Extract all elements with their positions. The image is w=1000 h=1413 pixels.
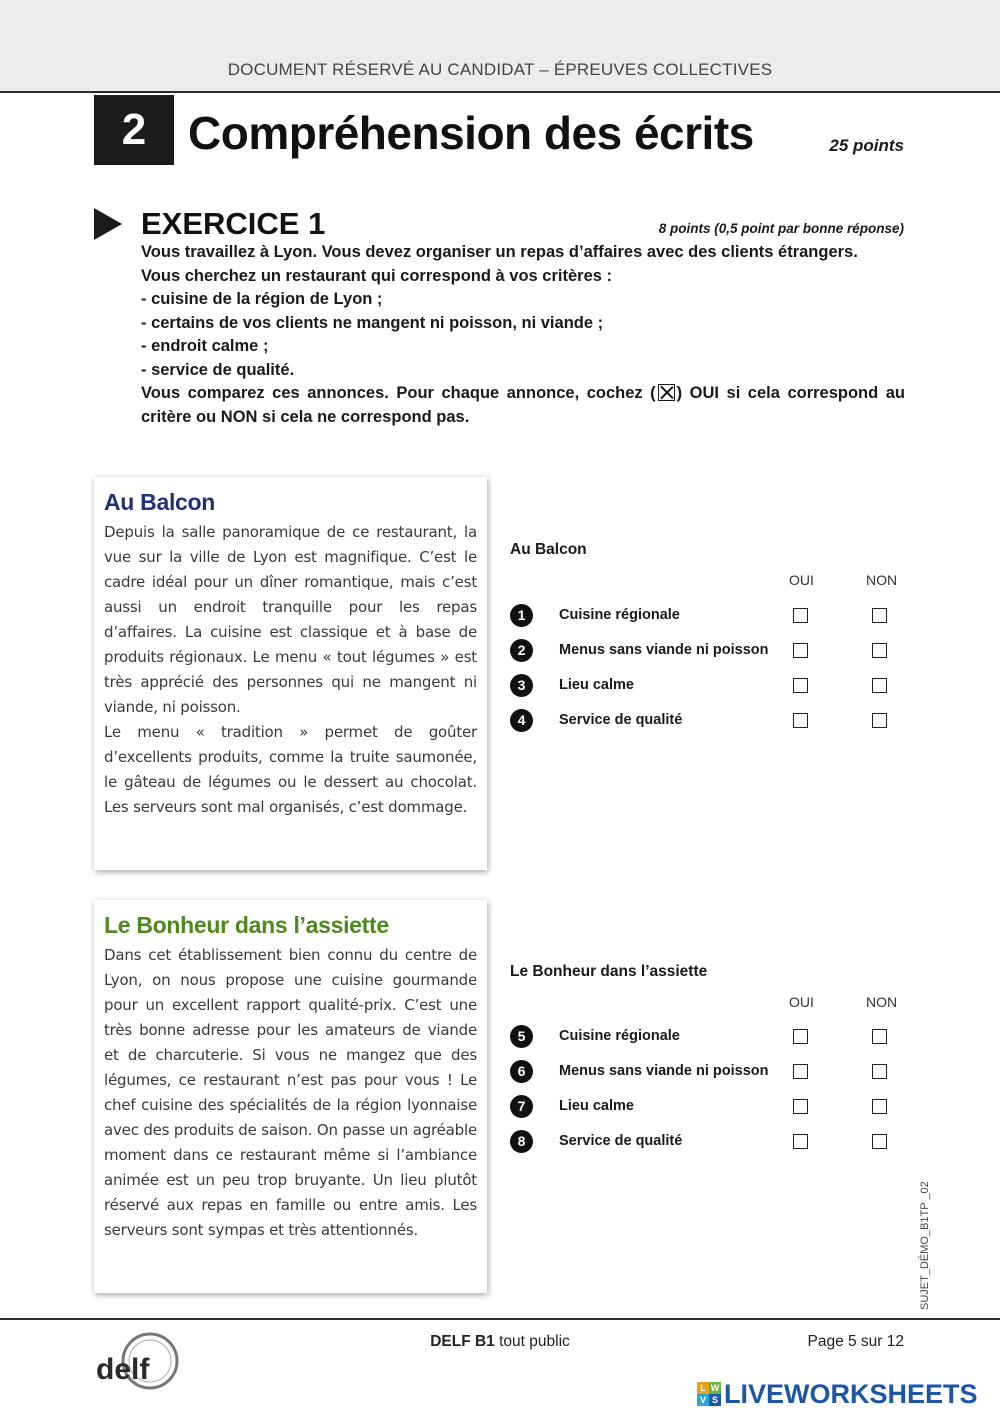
column-header-oui: OUI bbox=[789, 994, 814, 1010]
instruction-line: Vous travaillez à Lyon. Vous devez organiser un repas d’affaires avec des clients étrangers. bbox=[141, 243, 858, 261]
criterion-label: Cuisine régionale bbox=[559, 607, 680, 623]
question-number-badge: 3 bbox=[510, 674, 533, 697]
instruction-final-end: ) OUI si cela correspond au critère ou NON si cela ne correspond pas. bbox=[141, 384, 905, 426]
checkbox-non[interactable] bbox=[872, 643, 887, 658]
answer-grid-au-balcon bbox=[510, 541, 910, 728]
ad-paragraph: Depuis la salle panoramique de ce restaurant, la vue sur la ville de Lyon est magnifique. C’est le cadre idéal pour un dîner romantique, mais c’est aussi un endroit tranquille pour les repas d’affaires. La cuisine est classique et à base de produits régionaux. Le menu « tout légumes » est très apprécié des personnes qui ne mangent ni viande, ni poisson. bbox=[104, 523, 477, 716]
checkbox-oui[interactable] bbox=[793, 1099, 808, 1114]
brand-grid-cell: V bbox=[697, 1394, 709, 1406]
checkbox-non[interactable] bbox=[872, 1029, 887, 1044]
instruction-final bbox=[141, 382, 905, 429]
ad-card-le-bonheur bbox=[94, 900, 487, 1293]
instruction-line: - certains de vos clients ne mangent ni poisson, ni viande ; bbox=[141, 313, 604, 332]
column-header-non: NON bbox=[866, 994, 898, 1010]
criterion-label: Service de qualité bbox=[559, 1133, 683, 1149]
criterion-row bbox=[510, 709, 910, 733]
ad-paragraph: Dans cet établissement bien connu du centre de Lyon, on nous propose une cuisine gourmande pour un excellent rapport qualité-prix. C’est une très bonne adresse pour les amateurs de viande et de charcuterie. Si vous ne mangez que des légumes, ce restaurant n’est pas pour vous ! Le chef cuisine des spécialités de la région lyonnaise avec des produits de saison. On passe un agréable moment dans ce restaurant même si l’ambiance animée est un peu trop bruyante. Un lieu plutôt réservé aux repas en famille ou entre amis. Les serveurs sont sympas et très attentionnés. bbox=[104, 946, 477, 1239]
play-arrow-icon bbox=[94, 208, 122, 240]
section-points: 25 points bbox=[829, 136, 904, 155]
criterion-label: Service de qualité bbox=[559, 712, 683, 728]
exercise-points: 8 points (0,5 point par bonne réponse) bbox=[658, 221, 904, 236]
checkbox-oui[interactable] bbox=[793, 608, 808, 623]
question-number-badge: 1 bbox=[510, 604, 533, 627]
question-number-badge: 7 bbox=[510, 1095, 533, 1118]
exercise-title: EXERCICE 1 bbox=[141, 206, 326, 241]
question-number-badge: 2 bbox=[510, 639, 533, 662]
instruction-final-start: Vous comparez ces annonces. Pour chaque annonce, cochez ( bbox=[141, 384, 656, 402]
criterion-row bbox=[510, 1025, 910, 1049]
footer-divider bbox=[0, 1318, 1000, 1320]
ad-body bbox=[104, 520, 477, 820]
ad-body bbox=[104, 943, 477, 1243]
criterion-row bbox=[510, 1130, 910, 1154]
document-code: SUJET_DÉMO_B1TP _02 bbox=[919, 1181, 931, 1310]
section-title: Compréhension des écrits bbox=[188, 107, 754, 159]
criterion-row bbox=[510, 639, 910, 663]
brand-grid-cell: L bbox=[697, 1382, 709, 1394]
column-header-oui: OUI bbox=[789, 572, 814, 588]
criterion-label: Lieu calme bbox=[559, 1098, 634, 1114]
criterion-label: Menus sans viande ni poisson bbox=[559, 1063, 769, 1079]
criterion-row bbox=[510, 674, 910, 698]
checkbox-oui[interactable] bbox=[793, 1134, 808, 1149]
ad-title: Au Balcon bbox=[104, 489, 216, 515]
checkbox-non[interactable] bbox=[872, 608, 887, 623]
checkbox-non[interactable] bbox=[872, 678, 887, 693]
checkbox-non[interactable] bbox=[872, 1134, 887, 1149]
checkbox-non[interactable] bbox=[872, 713, 887, 728]
brand-grid-cell: W bbox=[710, 1383, 720, 1393]
liveworksheets-icon bbox=[697, 1382, 721, 1406]
exercise-instructions bbox=[141, 241, 905, 429]
instruction-line: - endroit calme ; bbox=[141, 337, 269, 355]
brand-grid-cell: S bbox=[709, 1394, 721, 1406]
answer-grid-title: Le Bonheur dans l’assiette bbox=[510, 963, 708, 980]
answer-grid-title: Au Balcon bbox=[510, 541, 587, 558]
checkbox-oui[interactable] bbox=[793, 1029, 808, 1044]
question-number-badge: 4 bbox=[510, 709, 533, 732]
criterion-label: Menus sans viande ni poisson bbox=[559, 642, 769, 658]
checkbox-oui[interactable] bbox=[793, 713, 808, 728]
exam-level: DELF B1 bbox=[430, 1333, 495, 1350]
answer-grid-le-bonheur bbox=[510, 963, 910, 1149]
checkbox-non[interactable] bbox=[872, 1064, 887, 1079]
liveworksheets-brand[interactable] bbox=[697, 1378, 978, 1410]
checkbox-oui[interactable] bbox=[793, 678, 808, 693]
checkbox-oui[interactable] bbox=[793, 643, 808, 658]
document-header: DOCUMENT RÉSERVÉ AU CANDIDAT – ÉPREUVES COLLECTIVES bbox=[227, 60, 773, 79]
criterion-row bbox=[510, 1060, 910, 1084]
instruction-line: Vous cherchez un restaurant qui correspond à vos critères : bbox=[141, 266, 612, 285]
exam-audience: tout public bbox=[494, 1333, 570, 1350]
checkbox-non[interactable] bbox=[872, 1099, 887, 1114]
logo-text: delf bbox=[96, 1353, 150, 1386]
column-header-non: NON bbox=[866, 572, 898, 588]
checked-box-icon bbox=[658, 384, 675, 401]
question-number-badge: 5 bbox=[510, 1025, 533, 1048]
ad-title: Le Bonheur dans l’assiette bbox=[104, 912, 389, 938]
criterion-label: Cuisine régionale bbox=[559, 1028, 680, 1044]
criterion-label: Lieu calme bbox=[559, 677, 634, 693]
liveworksheets-wordmark: LIVEWORKSHEETS bbox=[724, 1378, 978, 1409]
question-number-badge: 8 bbox=[510, 1130, 533, 1153]
ad-card-au-balcon bbox=[94, 477, 487, 870]
criterion-row bbox=[510, 1095, 910, 1119]
ad-paragraph: Le menu « tradition » permet de goûter d’excellents produits, comme la truite saumonée, le gâteau de légumes ou le dessert au chocolat. Les serveurs sont mal organisés, c’est dommage. bbox=[104, 723, 477, 816]
checkbox-oui[interactable] bbox=[793, 1064, 808, 1079]
instruction-line: - service de qualité. bbox=[141, 360, 295, 379]
question-number-badge: 6 bbox=[510, 1060, 533, 1083]
criterion-row bbox=[510, 604, 910, 628]
instruction-line: - cuisine de la région de Lyon ; bbox=[141, 290, 383, 308]
page-number: Page 5 sur 12 bbox=[807, 1333, 904, 1350]
section-number: 2 bbox=[94, 95, 174, 165]
